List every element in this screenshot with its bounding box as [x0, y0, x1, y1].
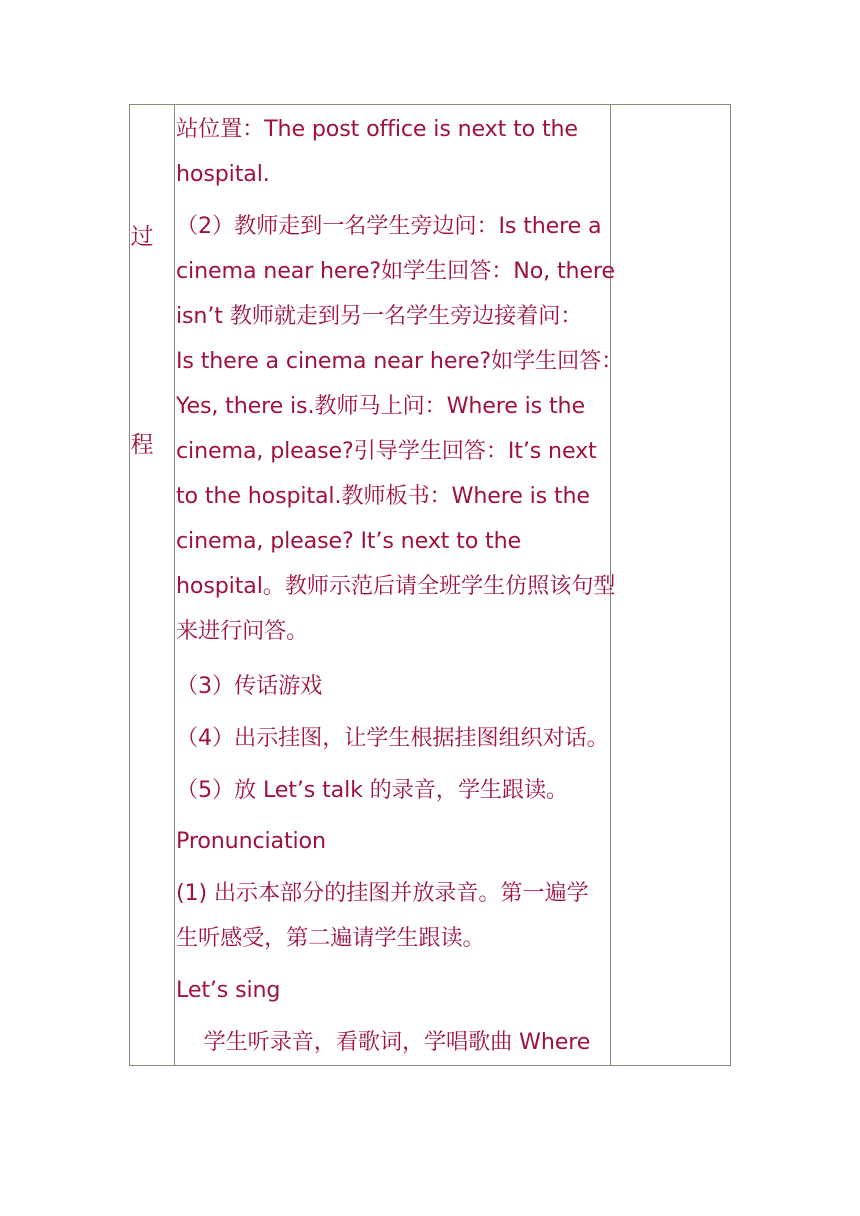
section-label-char-1: 过 [130, 224, 154, 250]
text-line: 来进行问答。 [176, 618, 309, 644]
text-line: cinema, please?引导学生回答：It’s next [176, 438, 597, 464]
text-line: cinema, please? It’s next to the [176, 528, 521, 554]
text-line: cinema near here?如学生回答：No, there [176, 258, 615, 284]
text-line: （4）出示挂图，让学生根据挂图组织对话。 [176, 725, 609, 751]
section-heading: Let’s sing [176, 977, 281, 1003]
text-line: （5）放 Let’s talk 的录音，学生跟读。 [176, 777, 569, 803]
text-line: （2）教师走到一名学生旁边问：Is there a [176, 213, 602, 239]
text-line: to the hospital.教师板书：Where is the [176, 483, 590, 509]
text-line: 站位置：The post office is next to the [176, 116, 578, 142]
text-line: Yes, there is.教师马上问：Where is the [176, 393, 585, 419]
text-line: isn’t 教师就走到另一名学生旁边接着问： [176, 303, 583, 329]
column-divider-left [174, 105, 175, 1065]
section-heading: Pronunciation [176, 828, 326, 854]
text-line: hospital. [176, 161, 270, 187]
text-line: Is there a cinema near here?如学生回答： [176, 348, 624, 374]
text-line: 学生听录音，看歌词，学唱歌曲 Where [176, 1029, 591, 1055]
text-line: (1) 出示本部分的挂图并放录音。第一遍学 [176, 880, 589, 906]
section-label-char-2: 程 [130, 432, 154, 458]
text-line: 生听感受，第二遍请学生跟读。 [176, 925, 485, 951]
text-line: （3）传话游戏 [176, 673, 323, 699]
lesson-plan-table [129, 104, 731, 1066]
text-line: hospital。教师示范后请全班学生仿照该句型 [176, 573, 616, 599]
